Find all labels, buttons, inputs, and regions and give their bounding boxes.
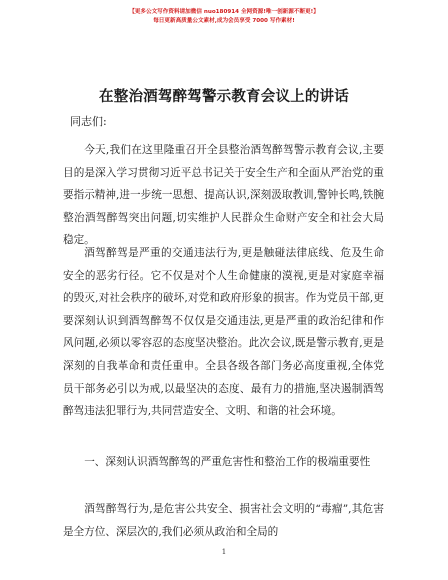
section-heading-1: 一、深刻认识酒驾醉驾的严重危害性和整治工作的极端重要性 (84, 456, 371, 468)
body-paragraph-3: 酒驾醉驾行为,是危害公共安全、损害社会文明的“毒瘤”,其危害是全方位、深层次的,我们必须从政治和全局的 (63, 503, 384, 538)
body-paragraph-2: 酒驾醉驾是严重的交通违法行为,更是触碰法律底线、危及生命安全的恶劣行径。它不仅是对个人生命健康的漠视,更是对家庭幸福的毁灭,对社会秩序的破坏,对党和政府形象的损害。作为党员干部,更要深刻认识到酒驾醉驾不仅仅是交通违法,更是严重的政治纪律和作风问题,必须以零容忍的态度坚决整治。此次会议,既是警示教育,更是深刻的自我革命和责任重申。全县各级各部门务必高度重视,全体党员干部务必引以为戒,以最坚决的态度、最有力的措施,坚决遏制酒驾醉驾违法犯罪行为,共同营造安全、文明、和谐的社会环境。 (63, 247, 384, 418)
promo-banner-line-1: 【更多公文写作资料请加微信 nuo180914 全网资源!唯一创新源不断更!】 (129, 9, 319, 15)
body-paragraph-1: 今天,我们在这里隆重召开全县整治酒驾醉驾警示教育会议,主要目的是深入学习贯彻习近平总书记关于安全生产和全面从严治党的重要指示精神,进一步统一思想、提高认识,深刻汲取教训,警钟长鸣,铁腕整治酒驾醉驾突出问题,切实维护人民群众生命财产安全和社会大局稳定。 (63, 144, 384, 247)
promo-banner-line-2: 每日更新高质量公文素材,成为会员享受 7000 写作素材! (153, 18, 295, 24)
promo-banner (0, 8, 448, 26)
salutation: 同志们: (70, 115, 107, 128)
page-number: 1 (221, 548, 227, 556)
document-title: 在整治酒驾醉驾警示教育会议上的讲话 (99, 88, 349, 105)
